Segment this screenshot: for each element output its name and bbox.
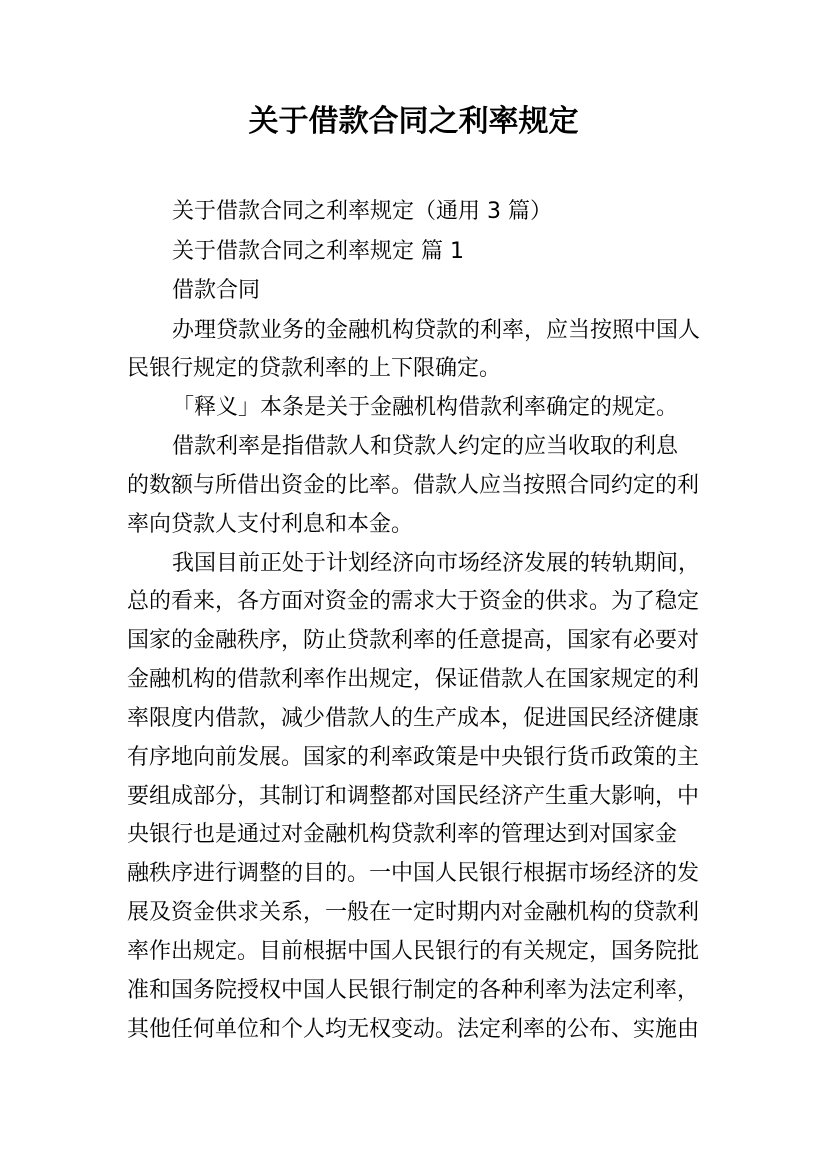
paragraph-line: 我国目前正处于计划经济向市场经济发展的转轨期间， xyxy=(172,551,701,576)
paragraph-line: 国家的金融秩序，防止贷款利率的任意提高，国家有必要对 xyxy=(127,628,700,653)
paragraph-line: 融秩序进行调整的目的。一中国人民银行根据市场经济的发 xyxy=(127,861,700,886)
paragraph-line: 「释义」本条是关于金融机构借款利率确定的规定。 xyxy=(172,395,679,420)
document-title: 关于借款合同之利率规定 xyxy=(248,104,579,139)
paragraph-line: 准和国务院授权中国人民银行制定的各种利率为法定利率， xyxy=(127,978,700,1003)
paragraph-line: 率限度内借款，减少借款人的生产成本，促进国民经济健康 xyxy=(127,706,700,731)
paragraph-line: 民银行规定的贷款利率的上下限确定。 xyxy=(127,356,502,381)
paragraph-line: 办理贷款业务的金融机构贷款的利率，应当按照中国人 xyxy=(172,318,701,343)
paragraph-line: 央银行也是通过对金融机构贷款利率的管理达到对国家金 xyxy=(127,822,678,847)
paragraph-line: 其他任何单位和个人均无权变动。法定利率的公布、实施由 xyxy=(127,1017,700,1042)
section-label: 借款合同 xyxy=(172,278,261,303)
paragraph-line: 金融机构的借款利率作出规定，保证借款人在国家规定的利 xyxy=(127,667,700,692)
section-heading: 关于借款合同之利率规定 篇 1 xyxy=(172,239,464,264)
paragraph-line: 有序地向前发展。国家的利率政策是中央银行货币政策的主 xyxy=(127,745,700,770)
paragraph-line: 要组成部分，其制订和调整都对国民经济产生重大影响，中 xyxy=(127,784,700,809)
paragraph-line: 展及资金供求关系，一般在一定时期内对金融机构的贷款利 xyxy=(127,900,700,925)
paragraph-line: 借款利率是指借款人和贷款人约定的应当收取的利息 xyxy=(172,434,679,459)
paragraph-line: 率作出规定。目前根据中国人民银行的有关规定，国务院批 xyxy=(127,939,700,964)
paragraph-line: 的数额与所借出资金的比率。借款人应当按照合同约定的利 xyxy=(127,473,700,498)
paragraph-line: 率向贷款人支付利息和本金。 xyxy=(127,512,414,537)
subtitle-line: 关于借款合同之利率规定（通用 3 篇） xyxy=(172,199,552,224)
paragraph-line: 总的看来，各方面对资金的需求大于资金的供求。为了稳定 xyxy=(127,589,700,614)
